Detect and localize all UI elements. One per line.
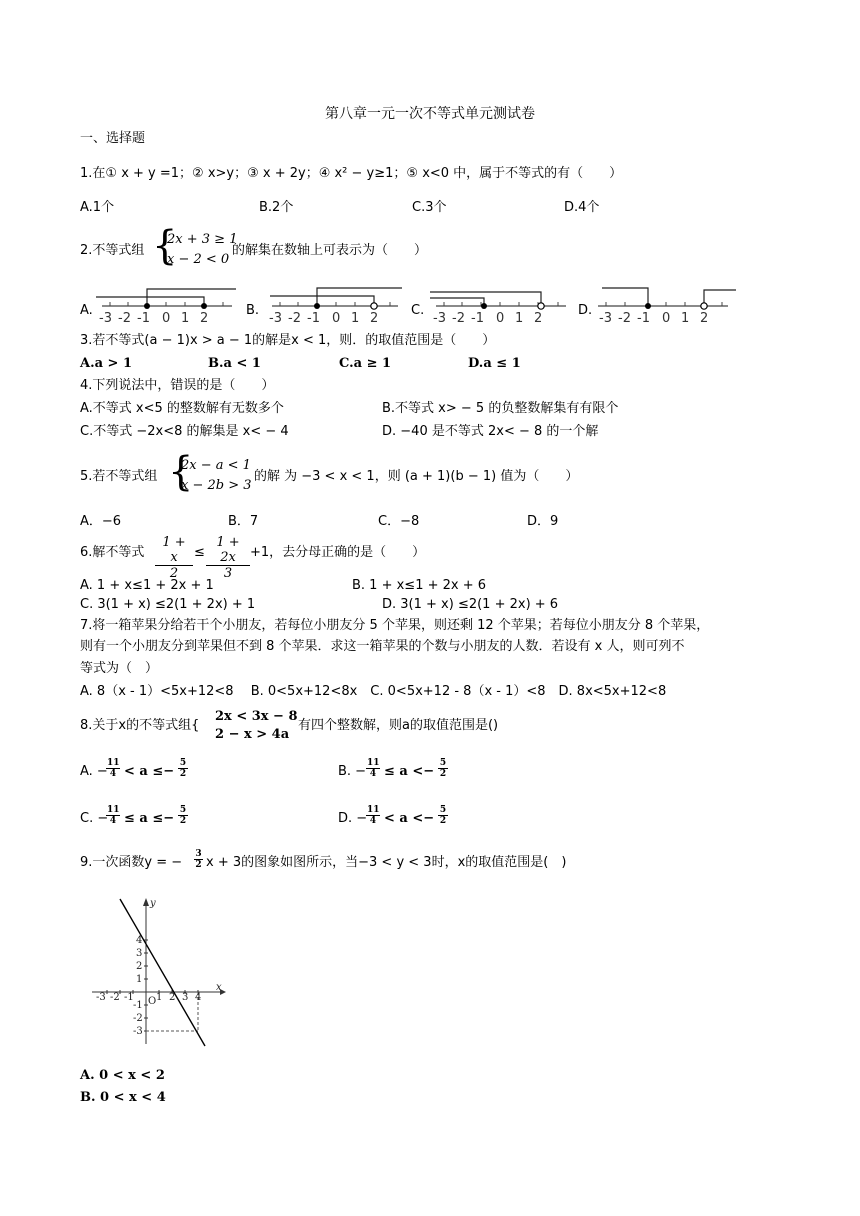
tick-label: -3 — [99, 311, 112, 326]
y-axis-label: y — [150, 898, 156, 909]
tick-label: 1 — [681, 311, 690, 326]
tick-label: -3 — [599, 311, 612, 326]
q8-line2: 2 − x > 4a — [215, 727, 290, 742]
function-graph — [84, 894, 234, 1054]
y-tick-label: 4 — [136, 935, 143, 946]
tick-label: -1 — [637, 311, 650, 326]
q4-option-d: D. −40 是不等式 2x< − 8 的一个解 — [382, 424, 599, 439]
q1-stem: 1.在① x + y =1；② x>y；③ x + 2y；④ x² − y≥1；⑤ x<0 中，属于不等式的有（ ） — [80, 166, 623, 181]
q6-relation: ≤ — [194, 545, 205, 560]
q3-stem: 3.若不等式(a − 1)x > a − 1的解是x < 1，则．的取值范围是（ ） — [80, 333, 496, 348]
q2-line2: x − 2 < 0 — [167, 252, 230, 267]
q1-option-a: A.1个 — [80, 200, 115, 215]
numerator: 11 — [367, 758, 380, 768]
option-prefix: A. − — [80, 764, 108, 779]
x-axis-label: x — [216, 982, 222, 993]
q5-line1: 2x − a < 1 — [181, 458, 251, 473]
q7-options: A. 8（x - 1）<5x+12<8 B. 0<5x+12<8x C. 0<5x+12 - 8（x - 1）<8 D. 8x<5x+12<8 — [80, 684, 667, 699]
denominator: 2 — [195, 860, 202, 870]
q1-option-c: C.3个 — [412, 200, 447, 215]
tick-label: 2 — [370, 311, 379, 326]
denominator: 4 — [109, 769, 117, 779]
q8-a-relation: < a ≤− — [124, 764, 175, 779]
y-tick-label: 2 — [136, 961, 143, 972]
tick-label: -2 — [452, 311, 465, 326]
fraction — [206, 535, 250, 581]
q5-suffix: 的解 为 −3 < x < 1，则 (a + 1)(b − 1) 值为（ ） — [254, 469, 579, 484]
q2-prefix: 2.不等式组 — [80, 243, 145, 258]
y-tick-label: -2 — [133, 1013, 143, 1024]
tick-label: 0 — [332, 311, 341, 326]
tick-label: -2 — [118, 311, 131, 326]
q3-option-c: C.a ≥ 1 — [339, 356, 392, 371]
q8-suffix: 有四个整数解，则a的取值范围是() — [298, 718, 499, 733]
q9-option-b: B. 0 < x < 4 — [80, 1090, 166, 1105]
tick-label: -2 — [288, 311, 301, 326]
q7-line1: 7.将一箱苹果分给若干个小朋友，若每位小朋友分 5 个苹果，则还剩 12 个苹果；若每位小朋友分 8 个苹果， — [80, 618, 710, 633]
q2-line1: 2x + 3 ≥ 1 — [167, 232, 238, 247]
q8-option-d — [338, 811, 367, 827]
q8-prefix: 8.关于x的不等式组{ — [80, 718, 200, 733]
number-line-a — [96, 284, 240, 326]
origin-label: O — [148, 996, 157, 1007]
q5-option-d: D．9 — [527, 514, 559, 529]
y-tick-label: -3 — [133, 1026, 143, 1037]
numerator: 11 — [107, 805, 120, 815]
number-line-d — [596, 284, 740, 326]
q2-option-a: A. — [80, 303, 93, 318]
q4-option-c: C.不等式 −2x<8 的解集是 x< − 4 — [80, 424, 289, 439]
q6-option-b: B. 1 + x≤1 + 2x + 6 — [352, 578, 487, 593]
numerator: 11 — [107, 758, 120, 768]
numerator: 1 + 2x — [206, 535, 250, 566]
q1-option-b: B.2个 — [259, 200, 294, 215]
fraction — [194, 849, 203, 870]
q1-option-d: D.4个 — [564, 200, 600, 215]
q3-option-a: A.a > 1 — [80, 356, 133, 371]
fraction — [106, 758, 120, 779]
tick-label: 1 — [181, 311, 190, 326]
y-tick-label: -1 — [133, 1000, 143, 1011]
tick-label: 1 — [351, 311, 360, 326]
q8-option-b — [338, 764, 366, 780]
q2-option-b: B. — [246, 303, 260, 318]
denominator: 2 — [179, 769, 187, 779]
numerator: 5 — [179, 805, 187, 815]
x-tick-label: -3 — [96, 992, 106, 1003]
q9-option-a: A. 0 < x < 2 — [80, 1068, 165, 1083]
q5-system — [181, 456, 252, 496]
denominator: 4 — [369, 816, 377, 826]
numerator: 1 + x — [155, 535, 193, 566]
numerator: 3 — [195, 849, 202, 859]
tick-label: 1 — [515, 311, 524, 326]
option-prefix: B. − — [338, 764, 367, 779]
q7-line2: 则有一个小朋友分到苹果但不到 8 个苹果．求这一箱苹果的个数与小朋友的人数．若设有 x 人，则可列不 — [80, 639, 685, 654]
q6-suffix: +1，去分母正确的是（ ） — [250, 545, 426, 560]
numerator: 5 — [439, 758, 447, 768]
tick-label: -1 — [137, 311, 150, 326]
q8-b-relation: ≤ a <− — [384, 764, 435, 779]
tick-label: 0 — [162, 311, 171, 326]
q4-option-a: A.不等式 x<5 的整数解有无数多个 — [80, 401, 284, 416]
x-tick-label: 1 — [156, 992, 163, 1003]
q5-prefix: 5.若不等式组 — [80, 469, 158, 484]
fraction — [438, 758, 448, 779]
denominator: 4 — [369, 769, 377, 779]
q6-prefix: 6.解不等式 — [80, 545, 145, 560]
q2-option-d: D. — [578, 303, 593, 318]
x-tick-label: 3 — [182, 992, 189, 1003]
q8-line1: 2x < 3x − 8 — [215, 709, 298, 724]
fraction — [155, 535, 193, 581]
fraction — [178, 805, 188, 826]
q5-line2: x − 2b > 3 — [181, 478, 252, 493]
tick-label: -3 — [433, 311, 446, 326]
fraction — [438, 805, 448, 826]
denominator: 2 — [179, 816, 187, 826]
tick-label: -1 — [307, 311, 320, 326]
y-tick-label: 1 — [136, 974, 143, 985]
fraction — [366, 758, 380, 779]
q2-system — [167, 230, 237, 270]
q9-stem-pre: 9.一次函数y = − — [80, 855, 183, 870]
tick-label: 2 — [700, 311, 709, 326]
tick-label: -3 — [269, 311, 282, 326]
denominator: 2 — [169, 566, 179, 581]
denominator: 2 — [439, 769, 447, 779]
q5-option-b: B．7 — [228, 514, 259, 529]
option-prefix: D. − — [338, 811, 368, 826]
option-prefix: C. − — [80, 811, 109, 826]
number-line-c — [430, 284, 574, 326]
x-tick-label: -2 — [110, 992, 120, 1003]
q8-system — [215, 708, 298, 744]
tick-label: -1 — [471, 311, 484, 326]
q8-c-relation: ≤ a ≤− — [124, 811, 175, 826]
denominator: 2 — [439, 816, 447, 826]
tick-label: 2 — [200, 311, 209, 326]
tick-label: 0 — [662, 311, 671, 326]
fraction — [178, 758, 188, 779]
system-brace: { — [168, 449, 194, 495]
q8-d-relation: < a <− — [384, 811, 435, 826]
q8-option-c — [80, 811, 108, 827]
numerator: 5 — [439, 805, 447, 815]
q5-option-a: A．−6 — [80, 514, 122, 529]
denominator: 3 — [223, 566, 233, 581]
q4-stem: 4.下列说法中，错误的是（ ） — [80, 378, 275, 393]
q9-stem-post: x + 3的图象如图所示，当−3 < y < 3时，x的取值范围是( ) — [206, 855, 567, 870]
fraction — [366, 805, 380, 826]
fraction — [106, 805, 120, 826]
q3-option-b: B.a < 1 — [208, 356, 261, 371]
tick-label: 2 — [534, 311, 543, 326]
q7-line3: 等式为（ ） — [80, 661, 159, 676]
system-brace: { — [152, 223, 178, 269]
q3-option-d: D.a ≤ 1 — [468, 356, 521, 371]
y-tick-label: 3 — [136, 948, 143, 959]
numerator: 5 — [179, 758, 187, 768]
x-tick-label: -1 — [124, 992, 134, 1003]
q6-option-c: C. 3(1 + x) ≤2(1 + 2x) + 1 — [80, 597, 256, 612]
number-line-b — [266, 284, 406, 326]
q4-option-b: B.不等式 x> − 5 的负整数解集有有限个 — [382, 401, 619, 416]
q8-option-a — [80, 764, 108, 780]
denominator: 4 — [109, 816, 117, 826]
x-tick-label: 4 — [195, 992, 202, 1003]
x-tick-label: 2 — [169, 992, 176, 1003]
numerator: 11 — [367, 805, 380, 815]
page-title: 第八章一元一次不等式单元测试卷 — [325, 106, 535, 122]
q6-option-d: D. 3(1 + x) ≤2(1 + 2x) + 6 — [382, 597, 559, 612]
q5-option-c: C．−8 — [378, 514, 420, 529]
q6-option-a: A. 1 + x≤1 + 2x + 1 — [80, 578, 214, 593]
q2-option-c: C. — [411, 303, 425, 318]
tick-label: -2 — [618, 311, 631, 326]
section-heading: 一、选择题 — [80, 131, 146, 146]
q2-suffix: 的解集在数轴上可表示为（ ） — [232, 243, 428, 258]
tick-label: 0 — [496, 311, 505, 326]
